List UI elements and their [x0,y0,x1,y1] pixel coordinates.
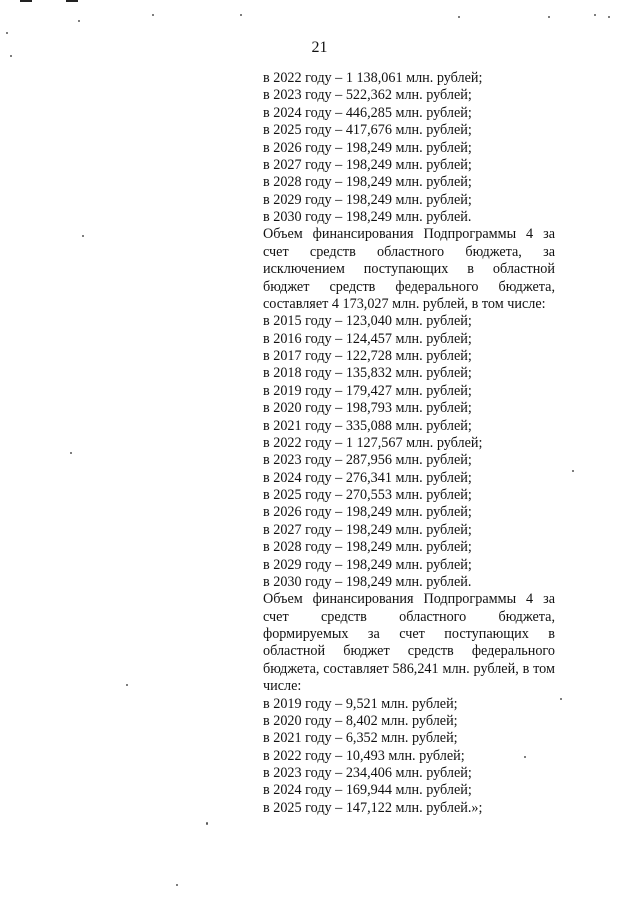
list-item: в 2025 году – 270,553 млн. рублей; [263,487,472,503]
list-item: в 2020 году – 8,402 млн. рублей; [263,712,458,729]
scan-speck [152,14,154,16]
list-item: в 2025 году – 147,122 млн. рублей.»; [263,799,483,816]
list-item: в 2019 году – 179,427 млн. рублей; [263,382,472,399]
list-item: в 2024 году – 276,341 млн. рублей; [263,469,472,486]
list-item: в 2030 году – 198,249 млн. рублей. [263,209,472,225]
list-item: в 2018 году – 135,832 млн. рублей; [263,365,472,382]
scan-speck [6,32,8,34]
list-item: в 2026 году – 198,249 млн. рублей; [263,504,472,521]
list-item: в 2023 году – 287,956 млн. рублей; [263,452,472,469]
scan-speck [458,16,460,18]
list-item: в 2021 году – 335,088 млн. рублей; [263,417,472,434]
list-item: в 2026 году – 198,249 млн. рублей; [263,139,472,156]
list-item: в 2028 году – 198,249 млн. рублей; [263,539,472,556]
list-item: в 2023 году – 522,362 млн. рублей; [263,87,472,104]
list-item: в 2016 году – 124,457 млн. рублей; [263,330,472,347]
list-item: в 2021 году – 6,352 млн. рублей; [263,730,458,747]
list-item: в 2024 году – 169,944 млн. рублей; [263,782,472,799]
scan-speck [608,16,610,18]
list-item: в 2029 году – 198,249 млн. рублей; [263,191,472,208]
scan-speck [70,452,72,454]
list-item: в 2030 году – 198,249 млн. рублей. [263,573,472,590]
funding-paragraph: Объем финансирования Подпрограммы 4 за счет средств областного бюджета, формируемых за счет поступающих в областной бюджет средств федерального бюджета, составляет 586,241 млн. рублей, в том числе: [263,591,555,695]
list-item: в 2029 году – 198,249 млн. рублей; [263,556,472,573]
scan-mark [66,0,78,2]
document-body [263,70,555,817]
list-item: в 2028 году – 198,249 млн. рублей; [263,174,472,191]
scan-speck [78,20,80,22]
list-item: в 2022 году – 1 127,567 млн. рублей; [263,434,483,451]
list-item: в 2023 году – 234,406 млн. рублей; [263,765,472,781]
scan-speck [82,235,84,237]
list-item: в 2027 году – 198,249 млн. рублей; [263,156,472,173]
scan-speck [126,684,128,686]
scan-speck [240,14,242,16]
scan-speck [560,698,562,700]
list-item: в 2015 году – 123,040 млн. рублей; [263,313,472,330]
list-item: в 2019 году – 9,521 млн. рублей; [263,695,458,712]
scan-speck [594,14,596,16]
scan-speck [548,16,550,18]
scan-speck [206,822,208,825]
scan-speck [572,470,574,472]
list-item: в 2025 году – 417,676 млн. рублей; [263,122,472,139]
list-item: в 2024 году – 446,285 млн. рублей; [263,104,472,121]
list-item: в 2022 году – 1 138,061 млн. рублей; [263,70,483,86]
list-item: в 2017 году – 122,728 млн. рублей; [263,348,472,364]
list-item: в 2022 году – 10,493 млн. рублей; [263,747,465,764]
scan-speck [176,884,178,886]
list-item: в 2020 году – 198,793 млн. рублей; [263,400,472,417]
scan-mark [20,0,32,2]
list-item: в 2027 году – 198,249 млн. рублей; [263,521,472,538]
page-number: 21 [311,39,328,56]
funding-paragraph: Объем финансирования Подпрограммы 4 за счет средств областного бюджета, за исключением поступающих в областной бюджет средств федерального бюджета, составляет 4 173,027 млн. рублей, в том числе: [263,226,555,312]
